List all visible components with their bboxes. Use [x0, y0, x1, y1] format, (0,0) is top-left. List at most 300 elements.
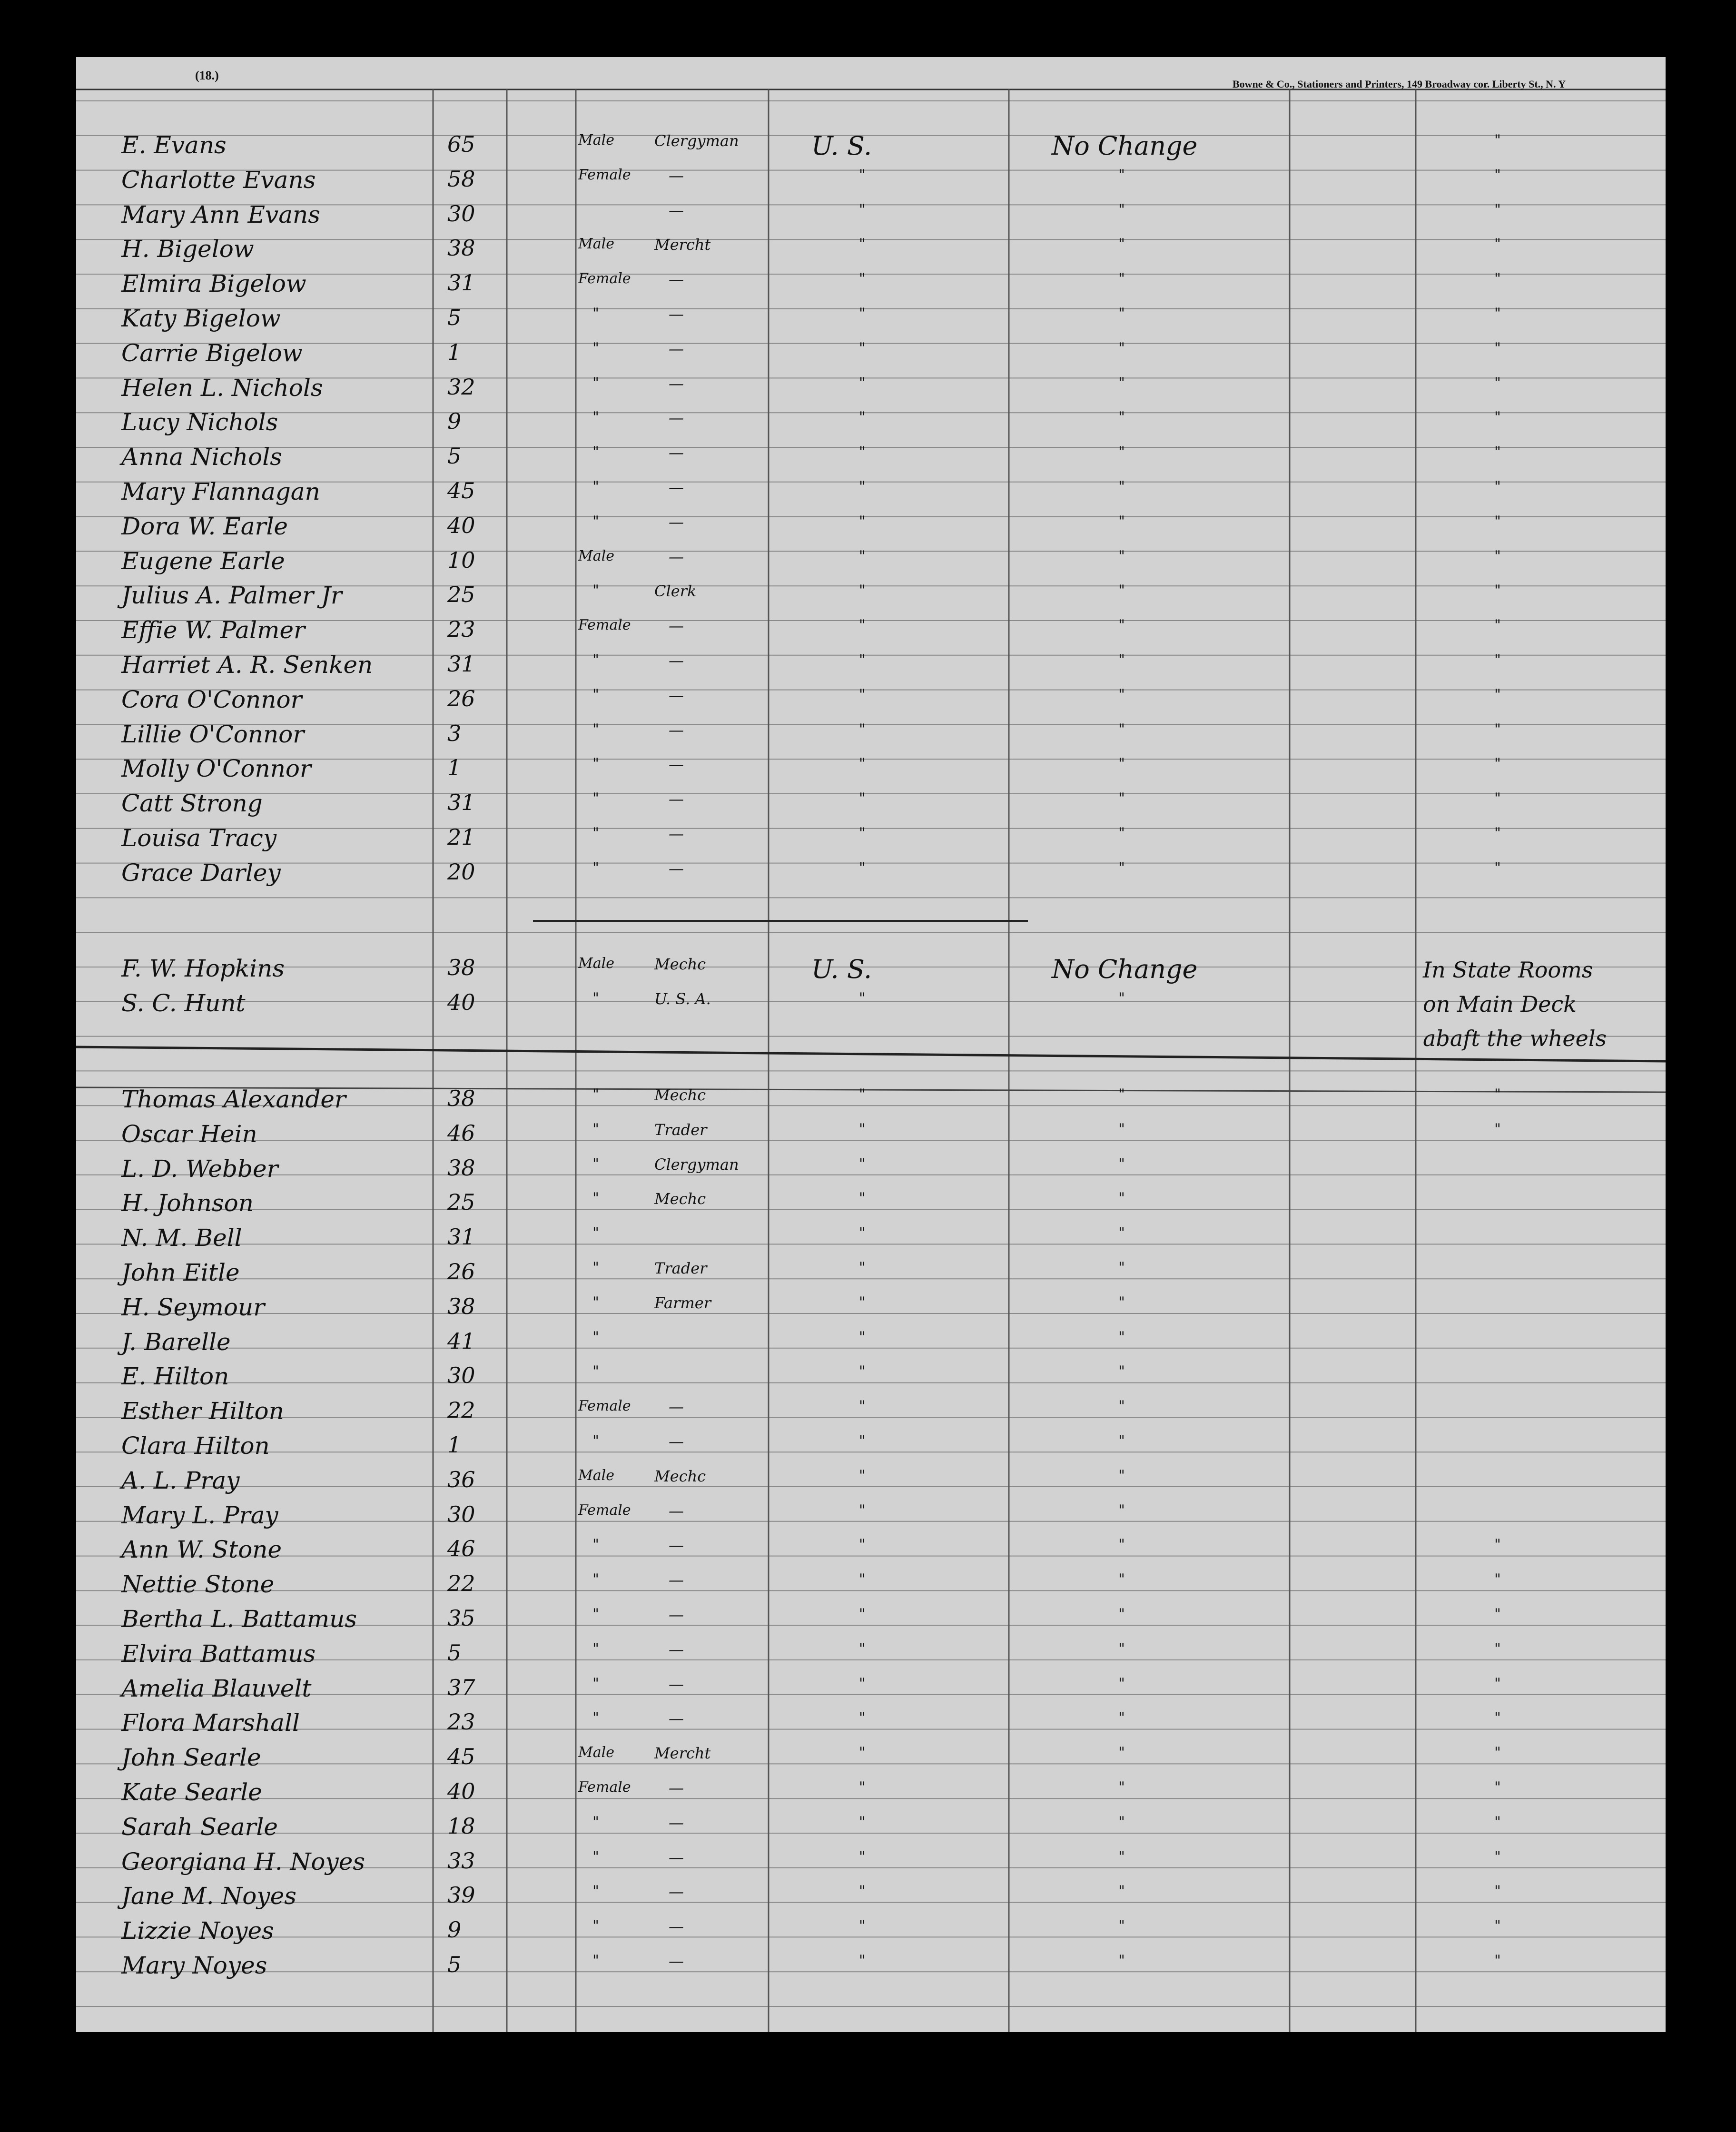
cell-name: Dora W. Earle	[121, 512, 288, 540]
cell-country: "	[859, 825, 866, 841]
cell-country: U. S.	[811, 131, 872, 161]
cell-berth: "	[1494, 1571, 1501, 1588]
cell-name: Esther Hilton	[121, 1397, 284, 1425]
cell-occupation: —	[669, 1571, 684, 1589]
cell-destination: "	[1118, 1709, 1125, 1727]
cell-country: "	[859, 1120, 866, 1137]
cell-sex: "	[592, 1813, 599, 1830]
cell-destination: "	[1118, 1501, 1125, 1519]
manifest-page	[76, 57, 1666, 2032]
cell-occupation: —	[669, 1432, 684, 1451]
cell-berth: "	[1494, 1640, 1501, 1657]
cell-sex: "	[592, 755, 599, 772]
cell-sex: Male	[578, 132, 614, 148]
cell-berth: "	[1494, 409, 1501, 426]
cell-destination: "	[1118, 1917, 1125, 1935]
cell-occupation: —	[669, 1848, 684, 1866]
cell-destination: "	[1118, 1675, 1125, 1692]
cell-destination: "	[1118, 989, 1125, 1007]
cell-name: Carrie Bigelow	[121, 339, 303, 367]
cell-destination: "	[1118, 1467, 1125, 1484]
cell-age: 38	[447, 955, 475, 980]
cell-sex: "	[592, 1086, 599, 1103]
cell-destination: "	[1118, 721, 1125, 738]
cell-sex: "	[592, 1952, 599, 1969]
cell-name: John Searle	[121, 1744, 261, 1772]
cell-occupation: —	[669, 339, 684, 358]
cell-name: Lillie O'Connor	[121, 720, 305, 748]
cell-destination: "	[1118, 201, 1125, 218]
cell-berth: "	[1494, 132, 1501, 148]
cell-occupation: Mercht	[654, 236, 711, 254]
cell-occupation: Farmer	[654, 1293, 711, 1312]
cell-country: "	[859, 1432, 866, 1449]
cell-destination: "	[1118, 790, 1125, 807]
cell-country: "	[859, 1744, 866, 1761]
cell-occupation: Mechc	[654, 1086, 706, 1104]
cell-country: "	[859, 755, 866, 772]
cell-berth: "	[1494, 651, 1501, 668]
cell-sex: Female	[578, 1398, 631, 1415]
cell-country: "	[859, 1259, 866, 1276]
cell-berth: "	[1494, 825, 1501, 841]
cell-occupation: —	[669, 1640, 684, 1658]
cell-age: 5	[447, 1639, 462, 1666]
cell-name: Jane M. Noyes	[121, 1882, 296, 1910]
cell-country: "	[859, 617, 866, 634]
cell-destination: "	[1118, 1536, 1125, 1553]
cell-occupation: Mechc	[654, 1467, 706, 1485]
cell-age: 35	[447, 1605, 475, 1631]
cell-name: Kate Searle	[121, 1778, 262, 1806]
cell-name: Clara Hilton	[121, 1432, 270, 1460]
cell-country: "	[859, 1190, 866, 1207]
cell-destination: "	[1118, 1328, 1125, 1345]
cell-age: 40	[447, 1778, 475, 1804]
cell-berth: "	[1494, 166, 1501, 183]
cell-occupation: —	[669, 1398, 684, 1416]
cell-occupation: —	[669, 1501, 684, 1520]
cell-name: H. Johnson	[121, 1189, 254, 1217]
cell-berth: "	[1494, 790, 1501, 807]
cell-age: 21	[447, 824, 475, 850]
cell-berth: "	[1494, 513, 1501, 530]
cell-country: "	[859, 444, 866, 461]
cell-name: Katy Bigelow	[121, 305, 281, 332]
cell-age: 38	[447, 235, 475, 261]
cell-country: "	[859, 1224, 866, 1242]
cell-occupation: —	[669, 686, 684, 704]
cell-name: Catt Strong	[121, 790, 263, 818]
cell-sex: "	[592, 859, 599, 876]
cell-age: 40	[447, 989, 475, 1015]
cell-country: "	[859, 1917, 866, 1935]
cell-name: F. W. Hopkins	[121, 955, 285, 982]
cell-sex: "	[592, 513, 599, 530]
cell-sex: "	[592, 1328, 599, 1345]
cell-destination: "	[1118, 686, 1125, 703]
cell-sex: "	[592, 1883, 599, 1900]
cell-age: 5	[447, 1952, 462, 1977]
cell-destination: "	[1118, 825, 1125, 841]
cell-destination: "	[1118, 513, 1125, 530]
cell-country: "	[859, 478, 866, 495]
cell-destination: "	[1118, 1848, 1125, 1865]
cell-name: Nettie Stone	[121, 1570, 275, 1599]
cell-age: 9	[447, 408, 462, 434]
cell-sex: "	[592, 1155, 599, 1172]
cell-name: L. D. Webber	[121, 1155, 278, 1183]
cell-berth: "	[1494, 1952, 1501, 1969]
cell-name: Effie W. Palmer	[121, 616, 305, 644]
cell-destination: "	[1118, 444, 1125, 461]
cell-name: Flora Marshall	[121, 1709, 300, 1737]
cell-age: 45	[447, 478, 475, 503]
cell-berth: "	[1494, 582, 1501, 599]
cell-name: A. L. Pray	[121, 1466, 240, 1494]
cell-country: "	[859, 1155, 866, 1172]
cell-berth: "	[1494, 1675, 1501, 1692]
berth-note-line: In State Rooms	[1423, 957, 1593, 983]
cell-age: 46	[447, 1120, 475, 1146]
cell-age: 30	[447, 200, 475, 227]
cell-country: "	[859, 1848, 866, 1865]
cell-name: Eugene Earle	[121, 547, 285, 575]
cell-name: Charlotte Evans	[121, 166, 316, 194]
cell-occupation: Clergyman	[654, 132, 739, 150]
cell-berth: "	[1494, 755, 1501, 772]
cell-occupation: —	[669, 478, 684, 496]
cell-destination: "	[1118, 1190, 1125, 1207]
cell-age: 58	[447, 166, 475, 192]
cell-age: 5	[447, 305, 462, 330]
cell-country: "	[859, 305, 866, 322]
cell-occupation: —	[669, 305, 684, 323]
cell-name: Julius A. Palmer Jr	[121, 582, 342, 610]
cell-sex: "	[592, 1848, 599, 1865]
cell-age: 23	[447, 616, 475, 642]
cell-sex: Female	[578, 617, 631, 634]
cell-sex: "	[592, 1432, 599, 1449]
cell-country: "	[859, 651, 866, 668]
cell-sex: "	[592, 478, 599, 495]
cell-country: "	[859, 166, 866, 183]
cell-name: Helen L. Nichols	[121, 374, 323, 402]
cell-destination: "	[1118, 651, 1125, 668]
cell-country: "	[859, 374, 866, 391]
cell-sex: "	[592, 1536, 599, 1553]
cell-name: Amelia Blauvelt	[121, 1674, 312, 1702]
cell-berth: "	[1494, 1086, 1501, 1103]
cell-country: "	[859, 1675, 866, 1692]
cell-sex: "	[592, 1606, 599, 1622]
cell-age: 20	[447, 859, 475, 885]
cell-name: John Eitle	[121, 1259, 240, 1286]
cell-occupation: —	[669, 651, 684, 670]
cell-age: 23	[447, 1709, 475, 1735]
cell-berth: "	[1494, 1120, 1501, 1137]
cell-berth: "	[1494, 1883, 1501, 1900]
cell-occupation: —	[669, 617, 684, 635]
cell-name: Grace Darley	[121, 859, 281, 887]
cell-sex: Female	[578, 270, 631, 287]
cell-destination: "	[1118, 1293, 1125, 1311]
cell-sex: "	[592, 1917, 599, 1935]
cell-occupation: Mechc	[654, 955, 706, 973]
cell-sex: "	[592, 1293, 599, 1311]
cell-name: Molly O'Connor	[121, 755, 311, 783]
cell-occupation: Clerk	[654, 582, 697, 601]
cell-occupation: —	[669, 444, 684, 462]
cell-destination: "	[1118, 1155, 1125, 1172]
cell-age: 22	[447, 1397, 475, 1423]
cell-country: "	[859, 989, 866, 1007]
cell-destination: "	[1118, 305, 1125, 322]
cell-country: "	[859, 513, 866, 530]
cell-country: "	[859, 270, 866, 287]
cell-berth: "	[1494, 201, 1501, 218]
cell-country: "	[859, 1293, 866, 1311]
cell-age: 22	[447, 1570, 475, 1597]
cell-sex: "	[592, 1709, 599, 1727]
cell-age: 45	[447, 1744, 475, 1770]
cell-destination: "	[1118, 582, 1125, 599]
cell-destination: No Change	[1052, 131, 1198, 161]
cell-age: 31	[447, 790, 475, 816]
cell-name: S. C. Hunt	[121, 989, 246, 1017]
page-number: (18.)	[195, 69, 219, 82]
cell-sex: Male	[578, 547, 614, 564]
cell-name: H. Seymour	[121, 1293, 265, 1321]
cell-destination: "	[1118, 1259, 1125, 1276]
cell-country: "	[859, 1813, 866, 1830]
cell-destination: "	[1118, 1432, 1125, 1449]
cell-destination: "	[1118, 409, 1125, 426]
cell-destination: "	[1118, 1398, 1125, 1415]
cell-country: "	[859, 1086, 866, 1103]
cell-name: Elvira Battamus	[121, 1639, 316, 1668]
cell-sex: "	[592, 790, 599, 807]
cell-country: "	[859, 1501, 866, 1519]
cell-sex: "	[592, 1224, 599, 1242]
cell-name: Harriet A. R. Senken	[121, 651, 373, 679]
cell-berth: "	[1494, 339, 1501, 356]
cell-sex: "	[592, 1640, 599, 1657]
cell-destination: "	[1118, 859, 1125, 876]
cell-occupation: —	[669, 825, 684, 843]
cell-country: "	[859, 547, 866, 564]
cell-destination: No Change	[1052, 954, 1198, 984]
cell-country: "	[859, 1779, 866, 1796]
cell-sex: "	[592, 1675, 599, 1692]
cell-occupation: Clergyman	[654, 1155, 739, 1174]
cell-berth: "	[1494, 1709, 1501, 1727]
cell-sex: "	[592, 305, 599, 322]
cell-occupation: —	[669, 790, 684, 809]
cell-destination: "	[1118, 1813, 1125, 1830]
cell-destination: "	[1118, 1883, 1125, 1900]
cell-age: 1	[447, 1432, 462, 1458]
cell-country: "	[859, 1606, 866, 1622]
cell-sex: "	[592, 651, 599, 668]
cell-country: "	[859, 686, 866, 703]
cell-country: "	[859, 582, 866, 599]
cell-age: 33	[447, 1847, 475, 1874]
cell-berth: "	[1494, 1813, 1501, 1830]
cell-country: "	[859, 1952, 866, 1969]
cell-destination: "	[1118, 1363, 1125, 1380]
cell-sex: "	[592, 1259, 599, 1276]
cell-sex: Female	[578, 166, 631, 183]
printer-imprint: Bowne & Co., Stationers and Printers, 149 Broadway cor. Liberty St., N. Y	[1233, 78, 1566, 90]
cell-destination: "	[1118, 1086, 1125, 1103]
cell-berth: "	[1494, 1536, 1501, 1553]
cell-destination: "	[1118, 1571, 1125, 1588]
cell-name: Sarah Searle	[121, 1813, 278, 1841]
cell-berth: "	[1494, 1917, 1501, 1935]
cell-name: Oscar Hein	[121, 1120, 257, 1148]
cell-occupation: —	[669, 1813, 684, 1832]
cell-age: 5	[447, 443, 462, 469]
cell-occupation: —	[669, 374, 684, 393]
cell-occupation: —	[669, 270, 684, 289]
cell-sex: "	[592, 825, 599, 841]
cell-name: Ann W. Stone	[121, 1536, 282, 1564]
cell-destination: "	[1118, 166, 1125, 183]
cell-age: 38	[447, 1293, 475, 1319]
cell-sex: Male	[578, 955, 614, 972]
cell-occupation: Trader	[654, 1259, 707, 1277]
cell-country: "	[859, 201, 866, 218]
cell-occupation: —	[669, 1675, 684, 1693]
cell-sex: "	[592, 409, 599, 426]
cell-country: "	[859, 1709, 866, 1727]
cell-age: 31	[447, 1224, 475, 1250]
cell-occupation: —	[669, 201, 684, 219]
cell-sex: "	[592, 1190, 599, 1207]
cell-name: Lizzie Noyes	[121, 1917, 274, 1945]
cell-berth: "	[1494, 236, 1501, 253]
cell-destination: "	[1118, 1952, 1125, 1969]
cell-destination: "	[1118, 339, 1125, 356]
cell-occupation: —	[669, 1606, 684, 1624]
cell-destination: "	[1118, 755, 1125, 772]
cell-occupation: —	[669, 1779, 684, 1797]
cell-occupation: —	[669, 1883, 684, 1901]
cell-sex: "	[592, 1120, 599, 1137]
cell-destination: "	[1118, 1640, 1125, 1657]
cell-berth: "	[1494, 444, 1501, 461]
cell-country: U. S.	[811, 954, 872, 984]
cell-age: 26	[447, 685, 475, 711]
cell-age: 38	[447, 1086, 475, 1111]
cell-age: 31	[447, 270, 475, 296]
cell-berth: "	[1494, 1848, 1501, 1865]
cell-age: 40	[447, 512, 475, 538]
cell-age: 65	[447, 131, 475, 157]
cell-occupation: —	[669, 409, 684, 427]
cell-name: Bertha L. Battamus	[121, 1605, 357, 1633]
cell-name: E. Evans	[121, 131, 227, 159]
cell-name: N. M. Bell	[121, 1224, 242, 1252]
cell-occupation: —	[669, 721, 684, 739]
cell-name: Mary Ann Evans	[121, 200, 320, 228]
cell-destination: "	[1118, 1120, 1125, 1137]
cell-name: H. Bigelow	[121, 235, 254, 263]
cell-berth: "	[1494, 1744, 1501, 1761]
berth-note-line: on Main Deck	[1423, 991, 1577, 1017]
cell-country: "	[859, 1328, 866, 1345]
cell-berth: "	[1494, 1606, 1501, 1622]
cell-occupation: —	[669, 1952, 684, 1970]
cell-berth: "	[1494, 721, 1501, 738]
cell-sex: "	[592, 686, 599, 703]
cell-berth: "	[1494, 478, 1501, 495]
cell-berth: "	[1494, 686, 1501, 703]
cell-name: Mary Noyes	[121, 1952, 267, 1979]
cell-sex: "	[592, 339, 599, 356]
cell-occupation: —	[669, 513, 684, 531]
cell-destination: "	[1118, 236, 1125, 253]
cell-sex: Female	[578, 1779, 631, 1796]
cell-age: 1	[447, 755, 462, 781]
cell-country: "	[859, 790, 866, 807]
cell-country: "	[859, 1571, 866, 1588]
cell-age: 9	[447, 1917, 462, 1943]
cell-sex: "	[592, 1571, 599, 1588]
cell-destination: "	[1118, 617, 1125, 634]
cell-age: 39	[447, 1882, 475, 1908]
cell-country: "	[859, 1640, 866, 1657]
cell-country: "	[859, 236, 866, 253]
cell-country: "	[859, 1398, 866, 1415]
cell-occupation: Mechc	[654, 1190, 706, 1208]
cell-destination: "	[1118, 1606, 1125, 1622]
cell-age: 26	[447, 1259, 475, 1284]
cell-age: 3	[447, 720, 462, 746]
cell-sex: "	[592, 989, 599, 1007]
cell-occupation: —	[669, 1536, 684, 1555]
cell-occupation: —	[669, 859, 684, 878]
cell-sex: Male	[578, 236, 614, 253]
cell-sex: Female	[578, 1501, 631, 1519]
cell-berth: "	[1494, 305, 1501, 322]
cell-age: 1	[447, 339, 462, 365]
cell-occupation: Mercht	[654, 1744, 711, 1763]
cell-age: 37	[447, 1674, 475, 1700]
cell-country: "	[859, 339, 866, 356]
cell-country: "	[859, 409, 866, 426]
cell-sex: "	[592, 374, 599, 391]
cell-name: Lucy Nichols	[121, 408, 278, 436]
berth-note-line: abaft the wheels	[1423, 1026, 1607, 1051]
cell-name: Mary L. Pray	[121, 1501, 278, 1529]
cell-country: "	[859, 1363, 866, 1380]
cell-sex: Male	[578, 1744, 614, 1761]
cell-country: "	[859, 859, 866, 876]
cell-sex: "	[592, 721, 599, 738]
cell-age: 10	[447, 547, 475, 573]
cell-name: Elmira Bigelow	[121, 270, 306, 298]
cell-destination: "	[1118, 478, 1125, 495]
cell-age: 25	[447, 1189, 475, 1215]
cell-name: Thomas Alexander	[121, 1086, 346, 1113]
cell-berth: "	[1494, 270, 1501, 287]
cell-name: Mary Flannagan	[121, 478, 320, 505]
cell-destination: "	[1118, 1224, 1125, 1242]
cell-destination: "	[1118, 547, 1125, 564]
cell-name: J. Barelle	[121, 1328, 231, 1356]
